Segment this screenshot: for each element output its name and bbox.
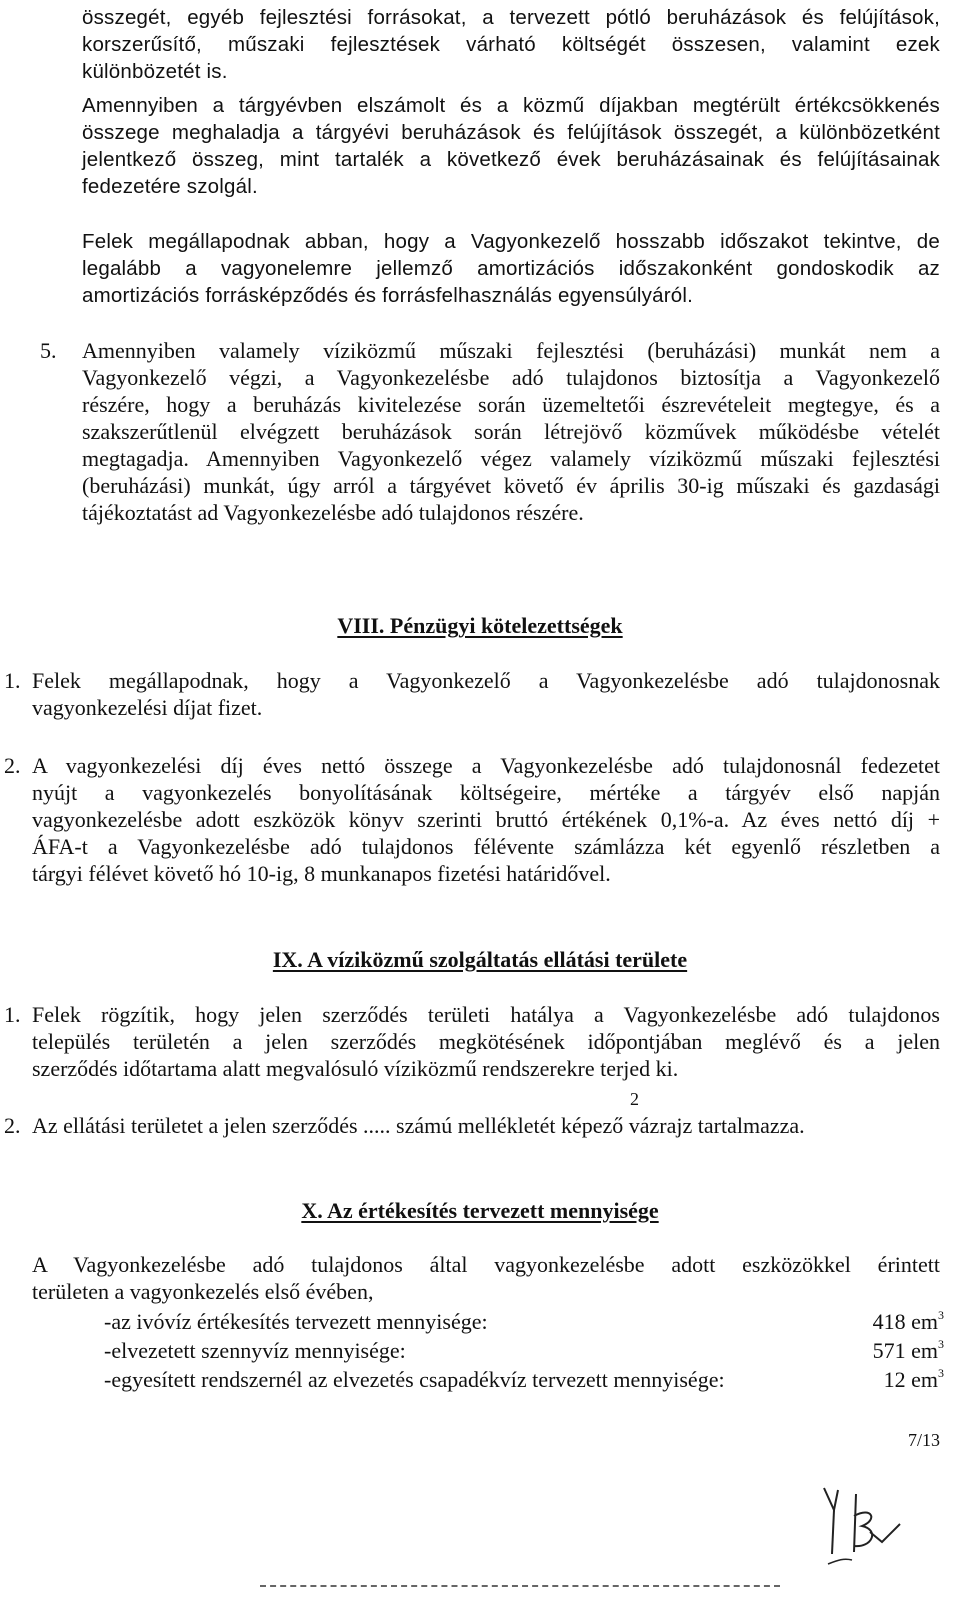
quantity-value: 12 $em^3$ (883, 1366, 944, 1392)
text-line: Amennyiben valamely víziközmű műszaki fejlesztési (beruházási) munkát nem a (82, 338, 940, 363)
list-item-ix-1 (4, 1001, 940, 1082)
list-item-ix-2 (4, 1112, 940, 1139)
quantity-value: 571 $em^3$ (872, 1337, 944, 1363)
text-line: Felek megállapodnak abban, hogy a Vagyonkezelő hosszabb időszakot tekintve, de (82, 230, 940, 253)
text-line: tárgyi félévet követő hó 10-ig, 8 munkanapos fizetési határidővel. (32, 861, 611, 886)
scan-artifact-line (260, 1585, 780, 1589)
text-line: korszerűsítő, műszaki fejlesztések várható költségét összesen, valamint ezek (82, 33, 940, 56)
quantity-row-wastewater (104, 1337, 944, 1364)
section-title: X. Az értékesítés tervezett mennyisége (301, 1198, 659, 1223)
section-title: IX. A víziközmű szolgáltatás ellátási területe (272, 947, 688, 972)
signature-initials (808, 1476, 918, 1566)
paragraph-sales-intro (32, 1251, 940, 1305)
text-line: Amennyiben a tárgyévben elszámolt és a közmű díjakban megtérült értékcsökkenés (82, 94, 940, 117)
text-line: különbözetét is. (82, 60, 228, 83)
quantity-label: -elvezetett szennyvíz mennyisége: (104, 1338, 406, 1363)
page-number: 7/13 (907, 1430, 940, 1450)
quantity-row-drinking-water (104, 1308, 944, 1335)
section-title: VIII. Pénzügyi kötelezettségek (337, 613, 623, 638)
paragraph-continuation (82, 4, 940, 85)
list-item-viii-2 (4, 752, 940, 887)
list-item-number: 2. (4, 1113, 21, 1138)
text-line: legalább a vagyonelemre jellemző amortizációs időszakonként gondoskodik az (82, 257, 940, 280)
list-item-viii-1 (4, 667, 940, 721)
section-heading-ix (0, 946, 960, 973)
text-line: részére, hogy a beruházás kivitelezése során üzemeltetői észrevételeit megtegye, és a (82, 392, 940, 417)
list-item-number: 1. (4, 668, 21, 693)
text-line: szerződés időtartama alatt megvalósuló víziközmű rendszerekre terjed ki. (32, 1056, 679, 1081)
text-line: Felek rögzítik, hogy jelen szerződés területi hatálya a Vagyonkezelésbe adó tulajdonos (32, 1002, 940, 1027)
list-item-5 (40, 337, 940, 526)
text-line: vagyonkezelésbe adott eszközök könyv szerinti bruttó értékének 0,1%-a. Az éves nettó díj + (32, 807, 940, 832)
quantity-row-stormwater (104, 1366, 944, 1393)
text-line: település területén a jelen szerződés megkötésének időpontjában meglévő és a jelen (32, 1029, 940, 1054)
handwritten-annex-number: 2 (630, 1089, 639, 1109)
section-heading-viii (0, 612, 960, 639)
text-line: (beruházási) munkát, úgy arról a tárgyévet követő év április 30-ig műszaki és gazdasági (82, 473, 940, 498)
text-line: összege meghaladja a tárgyévi beruházások és felújítások összegét, a különbözetként (82, 121, 940, 144)
text-line: összegét, egyéb fejlesztési forrásokat, a tervezett pótló beruházások és felújítások, (82, 6, 940, 29)
text-line: tájékoztatást ad Vagyonkezelésbe adó tulajdonos részére. (82, 500, 584, 525)
paragraph-depreciation (82, 92, 940, 200)
text-line: amortizációs forrásképződés és forrásfelhasználás egyensúlyáról. (82, 284, 694, 307)
section-heading-x (0, 1197, 960, 1224)
text-line: Felek megállapodnak, hogy a Vagyonkezelő a Vagyonkezelésbe adó tulajdonosnak (32, 668, 940, 693)
list-item-number: 5. (40, 338, 57, 363)
text-line: területen a vagyonkezelés első évében, (32, 1279, 374, 1304)
quantity-label: -az ivóvíz értékesítés tervezett mennyisége: (104, 1309, 488, 1334)
text-line: vagyonkezelési díjat fizet. (32, 695, 263, 720)
quantity-label: -egyesített rendszernél az elvezetés csapadékvíz tervezett mennyisége: (104, 1367, 725, 1392)
text-line: A Vagyonkezelésbe adó tulajdonos által vagyonkezelésbe adott eszközökkel érintett (32, 1252, 940, 1277)
paragraph-amortization (82, 228, 940, 309)
text-line: A vagyonkezelési díj éves nettó összege a Vagyonkezelésbe adó tulajdonosnál fedezetet (32, 753, 940, 778)
text-line: megtagadja. Amennyiben Vagyonkezelő végez valamely víziközmű műszaki fejlesztési (82, 446, 940, 471)
text-line: Vagyonkezelő végzi, a Vagyonkezelésbe adó tulajdonos biztosítja a Vagyonkezelő (82, 365, 940, 390)
text-line: szakszerűtlenül elvégzett beruházások során létrejövő közművek működésbe vételét (82, 419, 940, 444)
quantity-value: 418 $em^3$ (872, 1308, 944, 1334)
text-line: ÁFA-t a Vagyonkezelésbe adó tulajdonos félévente számlázza két egyenlő részletben a (32, 834, 940, 859)
text-line: fedezetére szolgál. (82, 175, 258, 198)
list-item-number: 1. (4, 1002, 21, 1027)
text-line: jelentkező összeg, mint tartalék a következő évek beruházásainak és felújításainak (82, 148, 940, 171)
list-item-number: 2. (4, 753, 21, 778)
text-line: Az ellátási területet a jelen szerződés ..... számú mellékletét képező vázrajz tartalmazza. (32, 1113, 805, 1138)
text-line: nyújt a vagyonkezelés bonyolításának költségeire, mértéke a tárgyév első napján (32, 780, 940, 805)
